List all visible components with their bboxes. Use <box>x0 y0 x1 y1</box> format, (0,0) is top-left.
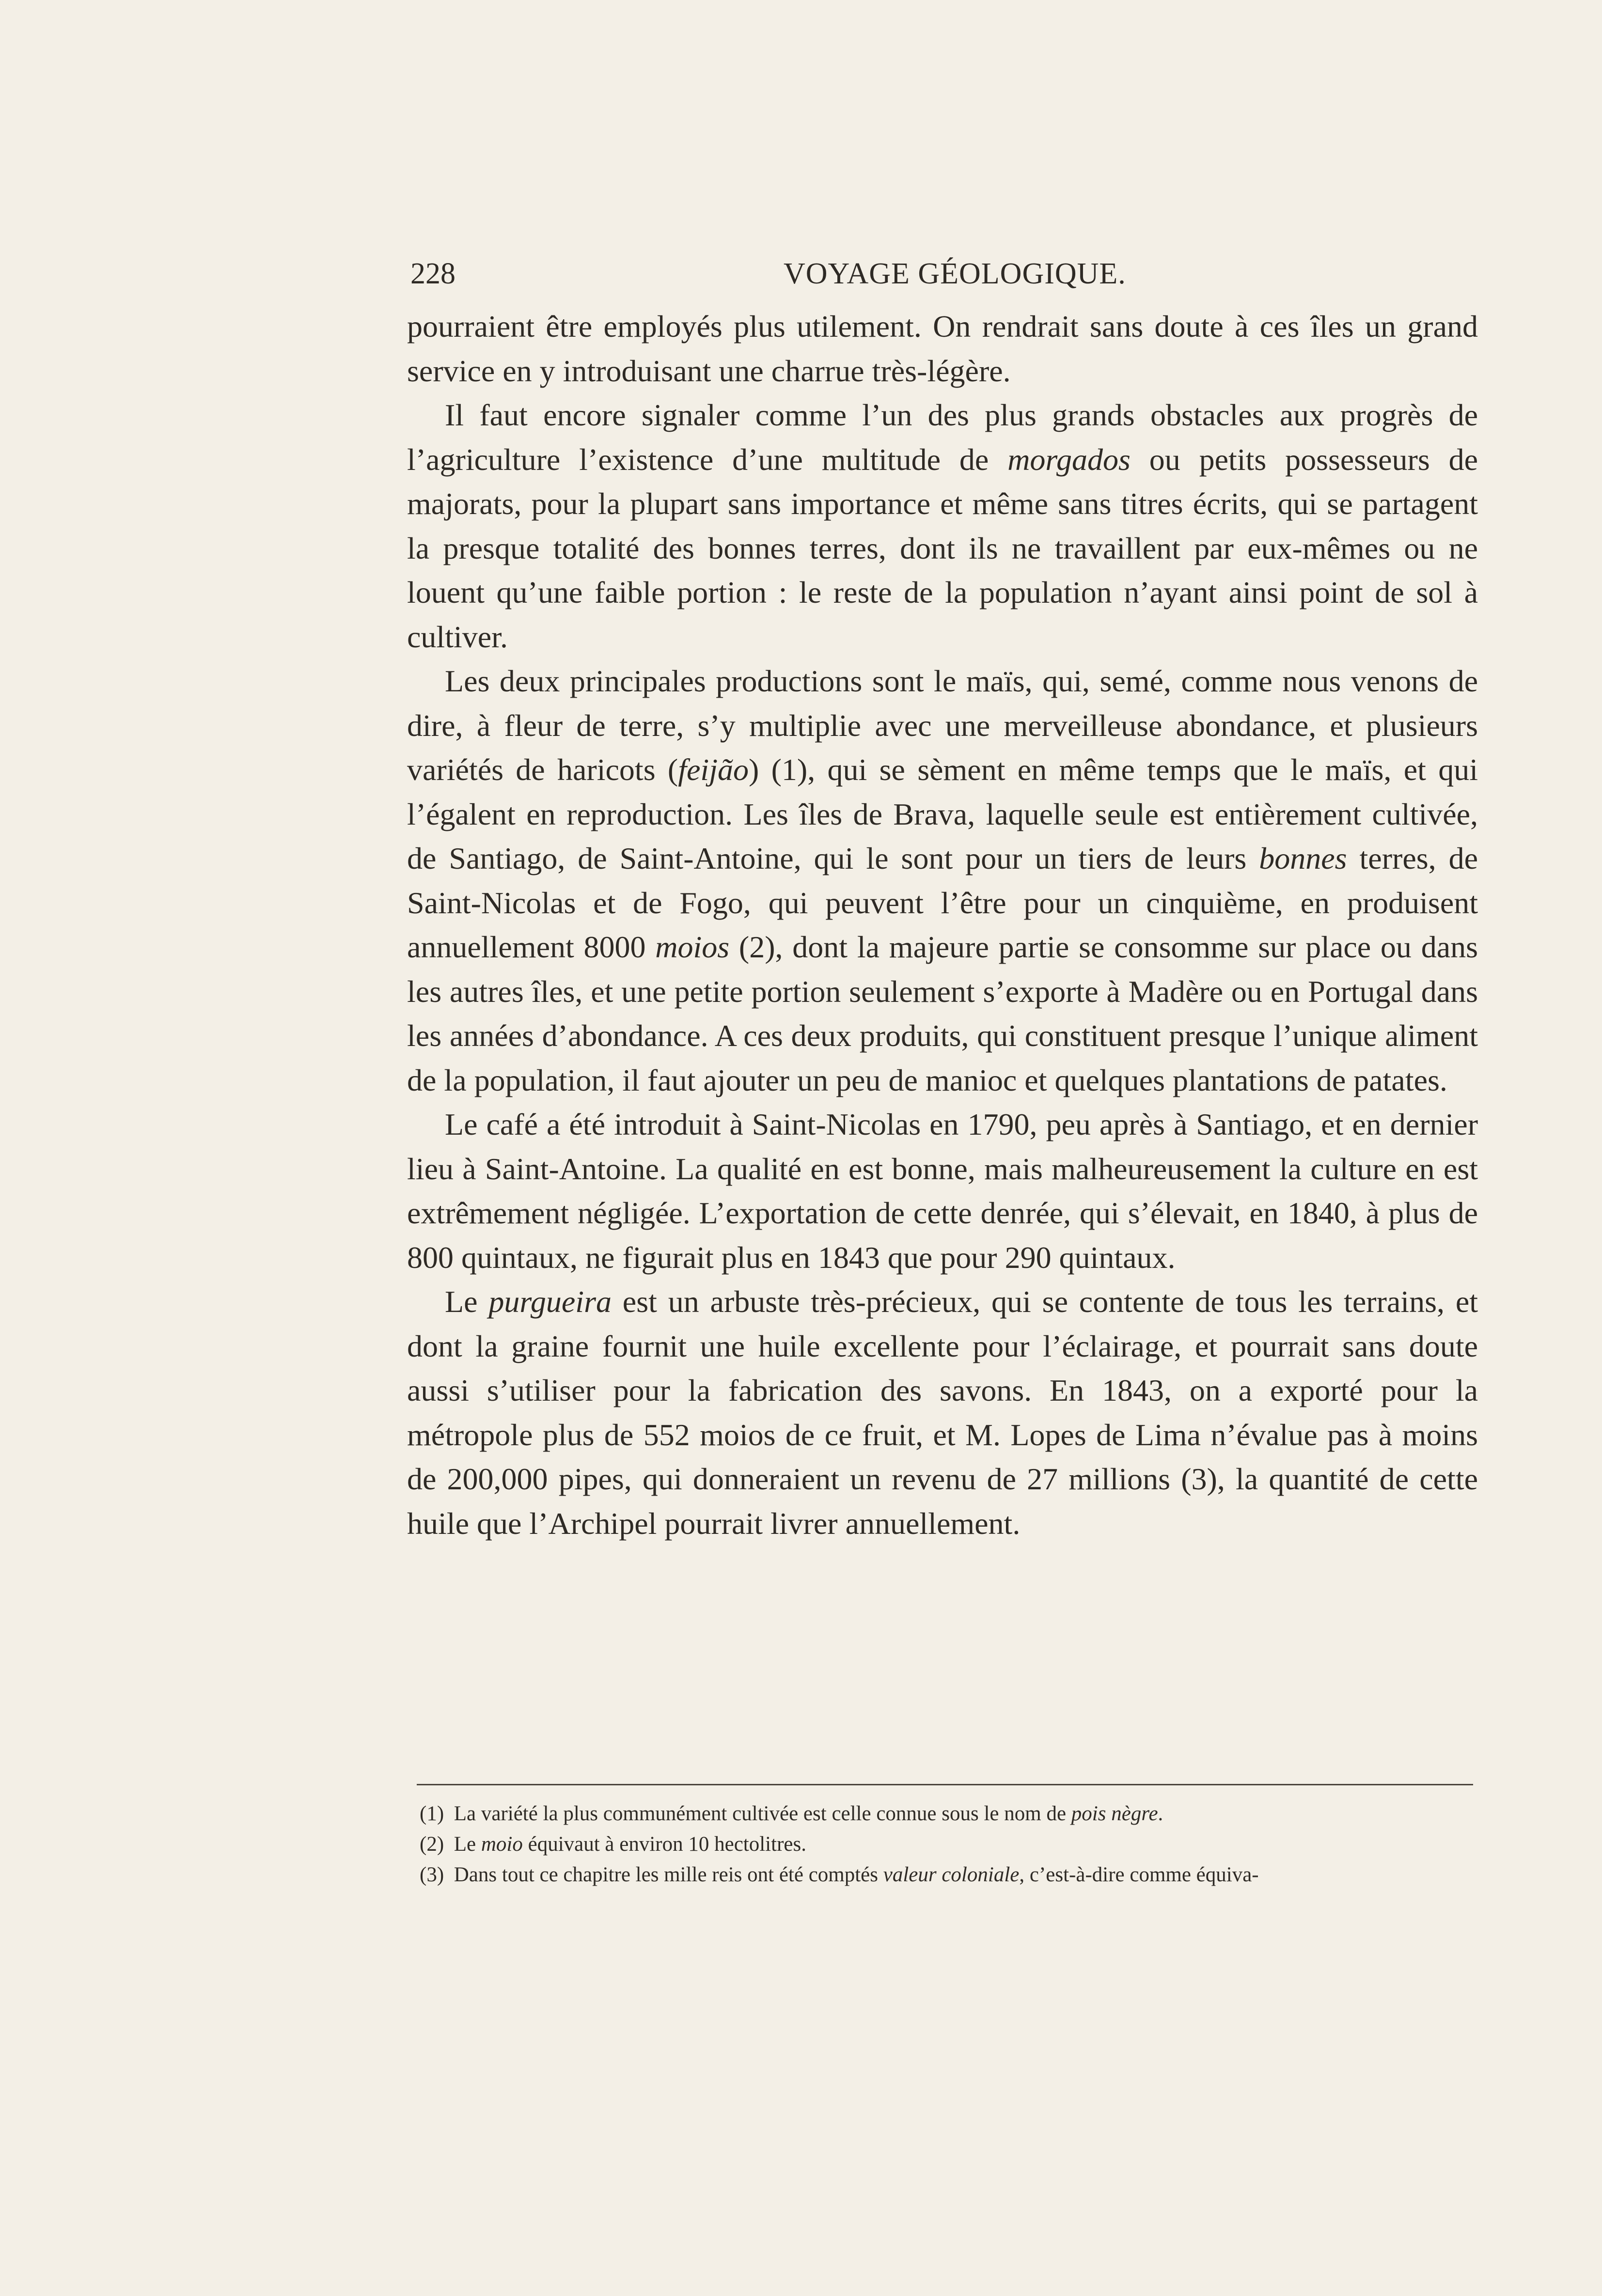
footnote-text: équivaut à environ 10 hectolitres. <box>522 1833 806 1856</box>
text-run: Les deux principales productions sont le maïs, qui, semé, comme nous venons de dire, à fleur de terre, s’y multiplie avec une merveilleuse abondance, et plusieurs variétés de haricots ( <box>407 664 1478 787</box>
text-run: pourraient être employés plus utilement. On rendrait sans doute à ces îles un grand service en y introduisant une charrue très-légère. <box>407 309 1478 388</box>
footnote-1 <box>420 1798 1476 1829</box>
footnote-italic: moio <box>481 1833 523 1856</box>
page-header <box>410 257 1476 296</box>
footnote-number: (1) <box>420 1802 444 1825</box>
text-run: (2), dont la majeure partie se consomme sur place ou dans les autres îles, et une petite portion seulement s’exporte à Madère ou en Portugal dans les années d’abondance. A ces deux produits, qui constituent presque l’unique aliment de la population, il faut ajouter un peu de manioc et quelques plantations de patates. <box>407 930 1478 1097</box>
paragraph-5 <box>407 1280 1478 1546</box>
paragraph-4 <box>407 1102 1478 1280</box>
italic-term: feijão <box>678 752 749 787</box>
text-run: ou petits possesseurs de majorats, pour la plupart sans importance et même sans titres écrits, qui se partagent la presque totalité des bonnes terres, dont ils ne travaillent par eux-mêmes ou ne louent qu’une faible portion : le reste de la population n’ayant ainsi point de sol à cultiver. <box>407 442 1478 654</box>
footnote-number: (3) <box>420 1863 444 1886</box>
page-number: 228 <box>410 257 455 290</box>
paragraph-3 <box>407 659 1478 1102</box>
footnote-rule <box>417 1784 1473 1785</box>
footnote-text: , c’est-à-dire comme équiva- <box>1019 1863 1259 1886</box>
text-run: est un arbuste très-précieux, qui se contente de tous les terrains, et dont la graine fournit une huile excellente pour l’éclairage, et pourrait sans doute aussi s’utiliser pour la fabrication des savons. En 1843, on a exporté pour la métropole plus de 552 moios de ce fruit, et M. Lopes de Lima n’évalue pas à moins de 200,000 pipes, qui donneraient un revenu de 27 millions (3), la quantité de cette huile que l’Archipel pourrait livrer annuellement. <box>407 1284 1478 1541</box>
running-title: VOYAGE GÉOLOGIQUE. <box>784 257 1126 290</box>
footnote-italic: valeur coloniale <box>883 1863 1020 1886</box>
text-run: Le café a été introduit à Saint-Nicolas en 1790, peu après à Santiago, et en dernier lieu à Saint-Antoine. La qualité en est bonne, mais malheureusement la culture en est extrêmement négligée. L’exportation de cette denrée, qui s’élevait, en 1840, à plus de 800 quintaux, ne figurait plus en 1843 que pour 290 quintaux. <box>407 1107 1478 1275</box>
footnote-text: Dans tout ce chapitre les mille reis ont été comptés <box>454 1863 883 1886</box>
text-run: Le <box>445 1284 489 1319</box>
paragraph-2 <box>407 393 1478 659</box>
italic-term: morgados <box>1007 442 1131 477</box>
text-run: Il faut encore signaler comme l’un des plus grands obstacles aux progrès de l’agriculture l’existence d’une multitude de <box>407 398 1478 477</box>
italic-term: bonnes <box>1259 841 1347 875</box>
footnote-text: . <box>1158 1802 1163 1825</box>
footnote-3 <box>420 1859 1476 1890</box>
footnote-text: La variété la plus communément cultivée est celle connue sous le nom de <box>454 1802 1071 1825</box>
text-run: ) (1), qui se sèment en même temps que le maïs, et qui l’égalent en reproduction. Les îles de Brava, laquelle seule est entièrement cultivée, de Santiago, de Saint-Antoine, qui le sont pour un tiers de leurs <box>407 752 1478 875</box>
footnote-text: Le <box>454 1833 481 1856</box>
footnote-2 <box>420 1829 1476 1859</box>
footnote-italic: pois nègre <box>1071 1802 1158 1825</box>
footnotes <box>420 1798 1476 1890</box>
body-text <box>407 304 1478 1546</box>
footnote-number: (2) <box>420 1833 444 1856</box>
italic-term: purgueira <box>488 1284 612 1319</box>
paragraph-1 <box>407 304 1478 393</box>
italic-term: moios <box>655 930 730 964</box>
text-run: terres, de Saint-Nicolas et de Fogo, qui peuvent l’être pour un cinquième, en produisent annuellement 8000 <box>407 841 1478 964</box>
